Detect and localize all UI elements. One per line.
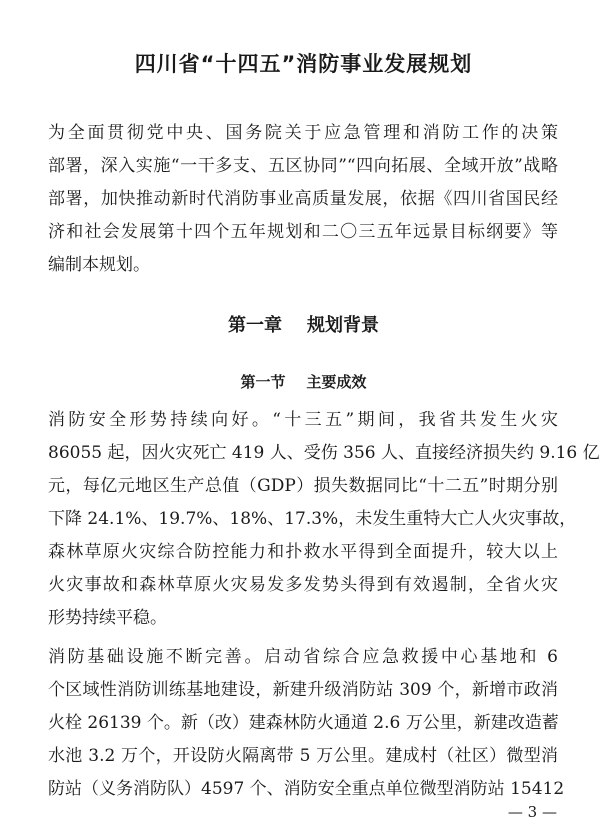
body-paragraph-infrastructure (48, 641, 565, 806)
text-line: 消防基础设施不断完善。启动省综合应急救援中心基地和 6 (48, 647, 558, 667)
text-line: 森林草原火灾综合防控能力和扑救水平得到全面提升，较大以上 (48, 542, 558, 562)
text-line: 元，每亿元地区生产总值（GDP）损失数据同比“十二五”时期分别 (48, 476, 558, 496)
text-line: 形势持续平稳。 (48, 608, 167, 628)
chapter-title: 第一章 规划背景 (227, 315, 380, 336)
text-line: 部署，加快推动新时代消防事业高质量发展，依据《四川省国民经 (48, 189, 558, 209)
text-line: 部署，深入实施“一干多支、五区协同”“四向拓展、全域开放”战略 (48, 156, 558, 176)
text-line: 消防安全形势持续向好。“十三五”期间，我省共发生火灾 (48, 410, 558, 430)
text-line: 86055 起，因火灾死亡 419 人、受伤 356 人、直接经济损失约 9.16 亿 (48, 443, 600, 463)
text-line: 防站（义务消防队）4597 个、消防安全重点单位微型消防站 15412 (48, 779, 565, 799)
text-line: 下降 24.1%、19.7%、18%、17.3%，未发生重特大亡人火灾事故， (48, 509, 577, 529)
intro-paragraph (48, 117, 558, 282)
section-title: 第一节 主要成效 (240, 373, 367, 391)
text-line: 火栓 26139 个。新（改）建森林防火通道 2.6 万公里，新建改造蓄 (48, 713, 559, 733)
text-line: 水池 3.2 万个，开设防火隔离带 5 万公里。建成村（社区）微型消 (48, 746, 558, 766)
body-paragraph-fire-safety (48, 404, 600, 635)
text-line: 个区域性消防训练基地建设，新建升级消防站 309 个，新增市政消 (48, 680, 558, 700)
page-number: — 3 — (507, 803, 557, 821)
text-line: 编制本规划。 (48, 255, 150, 275)
text-line: 为全面贯彻党中央、国务院关于应急管理和消防工作的决策 (48, 123, 558, 143)
document-title: 四川省“十四五”消防事业发展规划 (134, 52, 473, 76)
text-line: 济和社会发展第十四个五年规划和二〇三五年远景目标纲要》等 (48, 222, 558, 242)
text-line: 火灾事故和森林草原火灾易发多发势头得到有效遏制，全省火灾 (48, 575, 558, 595)
